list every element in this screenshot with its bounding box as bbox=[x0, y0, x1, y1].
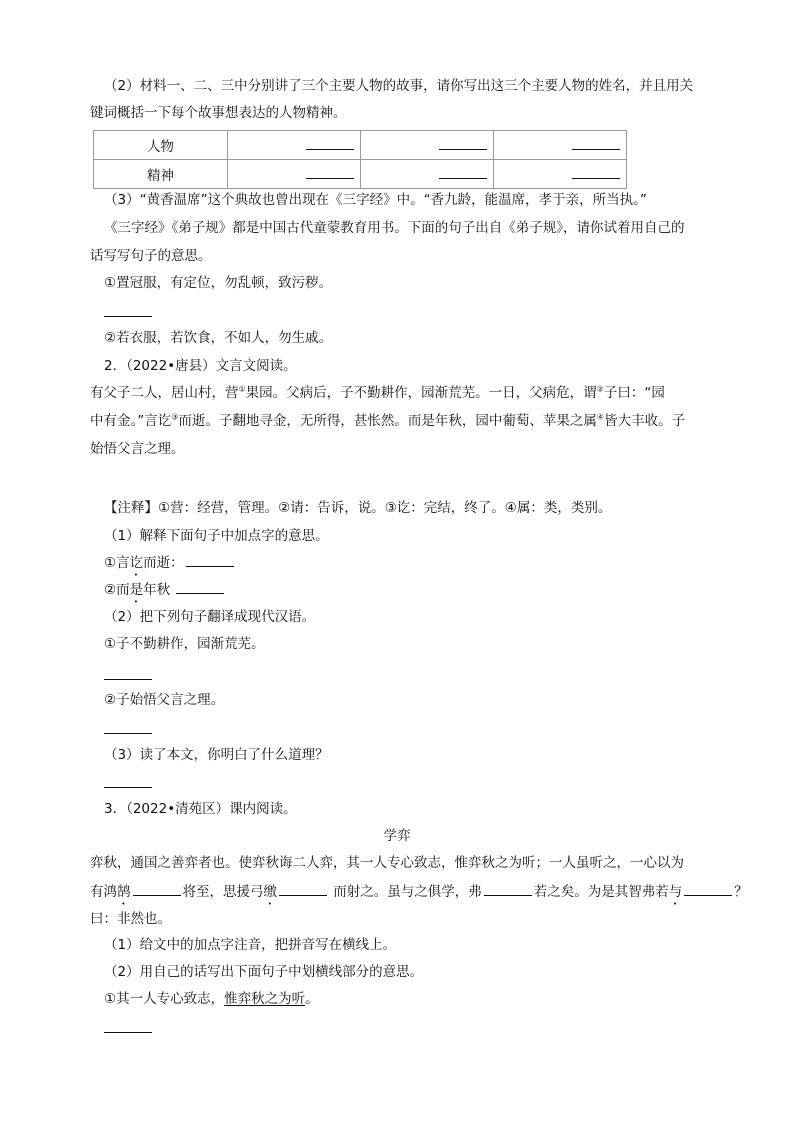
answer-blank[interactable] bbox=[104, 787, 152, 788]
question-2-intro-line1: （2）材料一、二、三中分别讲了三个主要人物的故事，请你写出这三个主要人物的姓名，并且用关 bbox=[104, 78, 694, 94]
question-3-sentence-2: ②若衣服，若饮食，不如人，勿生戚。 bbox=[104, 330, 333, 346]
table-cell[interactable] bbox=[494, 131, 627, 160]
answer-blank[interactable] bbox=[104, 679, 152, 680]
passage-line-3: 始悟父言之理。 bbox=[90, 441, 185, 457]
problem-2-q1: （1）解释下面句子中加点字的意思。 bbox=[104, 528, 329, 544]
problem-3-q2-sentence1: ①其一人专心致志，惟弈秋之为听。 bbox=[104, 991, 319, 1007]
answer-blank[interactable] bbox=[176, 592, 224, 594]
answer-blank bbox=[572, 149, 620, 150]
answer-table bbox=[93, 130, 627, 189]
table-row bbox=[94, 131, 627, 160]
answer-blank[interactable] bbox=[684, 894, 732, 896]
problem-2-q2-sentence1: ①子不勤耕作，园渐荒芜。 bbox=[104, 636, 265, 652]
answer-blank bbox=[439, 149, 487, 150]
passage-title: 学弈 bbox=[383, 828, 411, 844]
table-cell[interactable] bbox=[228, 160, 361, 189]
question-3-line3: 话写写句子的意思。 bbox=[90, 248, 212, 264]
table-row bbox=[94, 160, 627, 189]
answer-blank[interactable] bbox=[104, 316, 152, 317]
table-cell[interactable] bbox=[228, 131, 361, 160]
answer-blank bbox=[439, 178, 487, 179]
question-2-intro-line2: 键词概括一下每个故事想表达的人物精神。 bbox=[90, 105, 347, 121]
problem-2-q2-sentence2: ②子始悟父言之理。 bbox=[104, 692, 225, 708]
answer-blank[interactable] bbox=[279, 894, 327, 896]
answer-blank[interactable] bbox=[133, 894, 181, 896]
problem-2-q3: （3）读了本文，你明白了什么道理？ bbox=[104, 747, 329, 763]
problem-2-header: 2．（2022•唐县）文言文阅读。 bbox=[104, 358, 297, 374]
table-cell[interactable] bbox=[494, 160, 627, 189]
question-3-line2: 《三字经》《弟子规》都是中国古代童蒙教育用书。下面的句子出自《弟子规》，请你试着用自己的 bbox=[104, 220, 685, 236]
question-3-sentence-1: ①置冠服，有定位，勿乱顿，致污秽。 bbox=[104, 275, 333, 291]
passage-line-2: 中有金。”言讫③而逝。子翻地寻金，无所得，甚怅然。而是年秋，园中葡萄、苹果之属④皆大丰收。子 bbox=[90, 412, 686, 429]
problem-3-header: 3．（2022•清苑区）课内阅读。 bbox=[104, 801, 297, 817]
problem-2-q1-item2: ②而是年秋 bbox=[104, 580, 226, 606]
passage-3-line-2: 有鸿鹄 将至，思援弓缴 而射之。虽与之俱学，弗 若之矣。为是其智弗若与 ？ bbox=[90, 884, 748, 900]
answer-blank bbox=[306, 178, 354, 179]
problem-3-q2: （2）用自己的话写出下面句子中划横线部分的意思。 bbox=[104, 964, 424, 980]
problem-2-q2: （2）把下列句子翻译成现代汉语。 bbox=[104, 609, 316, 625]
answer-blank bbox=[306, 149, 354, 150]
answer-blank[interactable] bbox=[104, 1032, 152, 1033]
passage-3-line-3: 曰：非然也。 bbox=[90, 911, 171, 927]
answer-blank[interactable] bbox=[484, 894, 532, 896]
answer-blank[interactable] bbox=[104, 733, 152, 734]
annotation-notes: 【注释】①营：经营，管理。②请：告诉，说。③讫：完结，终了。④属：类，类别。 bbox=[104, 500, 612, 516]
problem-3-q1: （1）给文中的加点字注音，把拼音写在横线上。 bbox=[104, 937, 397, 953]
answer-blank[interactable] bbox=[186, 565, 234, 567]
table-cell[interactable] bbox=[361, 160, 494, 189]
question-3-line1: （3）“黄香温席”这个典故也曾出现在《三字经》中。“香九龄，能温席，孝于亲，所当执。” bbox=[104, 192, 647, 208]
table-label-person: 人物 bbox=[94, 131, 228, 160]
passage-3-line-1: 弈秋，通国之善弈者也。使弈秋诲二人弈，其一人专心致志，惟弈秋之为听；一人虽听之，一心以为 bbox=[90, 855, 684, 871]
passage-line-1: 有父子二人，居山村，营①果园。父病后，子不勤耕作，园渐荒芜。一日，父病危，谓②子曰：“园 bbox=[90, 384, 665, 401]
table-label-spirit: 精神 bbox=[94, 160, 228, 189]
answer-blank bbox=[572, 178, 620, 179]
problem-2-q1-item1: ①言讫而逝： bbox=[104, 553, 236, 579]
table-cell[interactable] bbox=[361, 131, 494, 160]
